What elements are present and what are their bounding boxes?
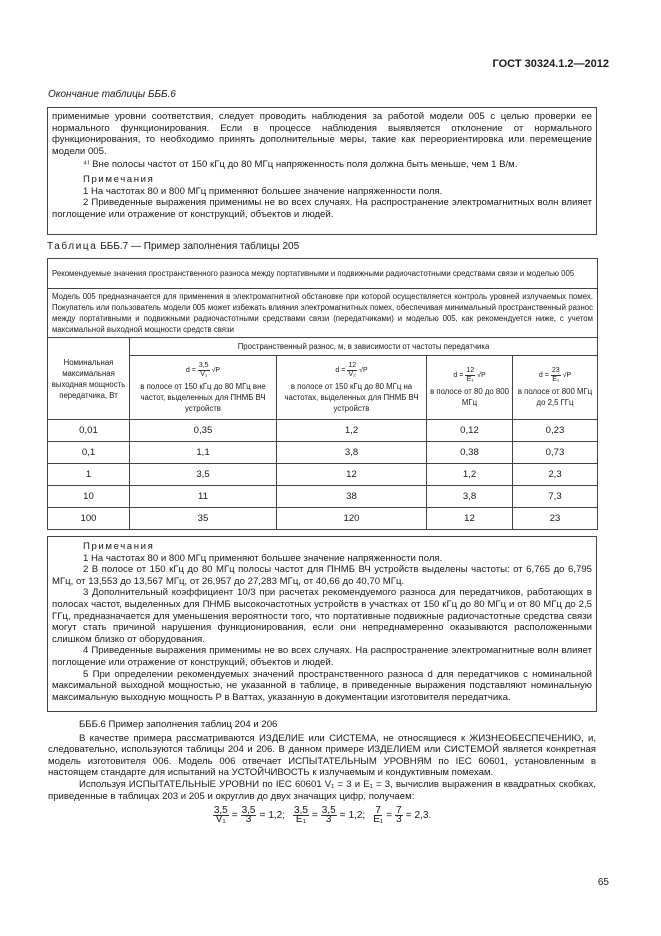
band-header-4: d = $\frac{23}{\text{E₁}}$ √P в полосе от 800 МГц до 2,5 ГГц bbox=[513, 356, 598, 420]
band-header-2: d = $\frac{12}{\text{V₂}}$ √P в полосе от 150 кГц до 80 МГц на частотах, выделенных для ПНМБ ВЧ устройств bbox=[277, 356, 427, 420]
table-6-note-1: 1 На частотах 80 и 800 МГц применяют большее значение напряженности поля. bbox=[83, 185, 443, 197]
formula-2: d = $\frac{12}{\text{V₂}}$ √P bbox=[335, 361, 368, 378]
page-number: 65 bbox=[597, 877, 609, 888]
section-body bbox=[48, 719, 596, 802]
table-7-note-2: 2 В полосе от 150 кГц до 80 МГц полосы частот для ПНМБ ВЧ устройств выделены частоты: от 6,765 до 6,795 МГц, от 13,553 до 13,567 МГц, от 26,957 до 27,283 МГц, от 40,66 до 40,70 МГц. bbox=[52, 564, 592, 587]
power-column-header: Номинальная максимальная выходная мощность передатчика, Вт bbox=[48, 338, 130, 420]
section-paragraph-2: Используя ИСПЫТАТЕЛЬНЫЕ УРОВНИ по IEC 60601 V₁ = 3 и E₁ = 3, вычислив выражения в квадратных скобках, приведенные в таблицах 203 и 205 и округлив до двух значащих цифр, получаем: bbox=[48, 778, 596, 802]
table-6-footnote: ⁴⁾ Вне полосы частот от 150 кГц до 80 МГц напряженность поля должна быть меньше, чем 1 В/м. bbox=[83, 159, 518, 171]
table-row: 1 3,5 12 1,2 2,3 bbox=[48, 464, 598, 486]
table-continuation-label: Окончание таблицы БББ.6 bbox=[48, 89, 176, 100]
formula-1: d = $\frac{3,5}{\text{V₁}}$ √P bbox=[185, 361, 221, 378]
section-paragraph-1: В качестве примера рассматриваются ИЗДЕЛИЕ или СИСТЕМА, не относящиеся к ЖИЗНЕОБЕСПЕЧЕНИЮ, и, следовательно, используются таблицы 204 и 206. В данном примере ИЗДЕЛИЕМ или СИСТЕМОЙ является конкретная модель изготовителя 006. Модель 006 отвечает ИСПЫТАТЕЛЬНЫМ УРОВНЯМ по IEC 60601, установленным в настоящем стандарте для испытаний на УСТОЙЧИВОСТЬ к излучаемым и кондуктивным помехам. bbox=[48, 732, 596, 779]
table-6-paragraph: применимые уровни соответствия, следует проводить наблюдения за работой модели 005 с целью проверки ее нормального функционирования. Если в процессе наблюдения выявляется отклонение от нормального функционирования, то необходимо принять дополнительные меры, такие как переориентировка или перемещение модели 005. bbox=[52, 111, 592, 157]
table-7-intro-1: Рекомендуемые значения пространственного разноса между портативными и подвижными радиочастотными средствами связи и моделью 005 bbox=[48, 259, 598, 289]
table-7-note-1: 1 На частотах 80 и 800 МГц применяют большее значение напряженности поля. bbox=[83, 552, 443, 564]
table-row: 10 11 38 3,8 7,3 bbox=[48, 486, 598, 508]
band-header-3: d = $\frac{12}{\text{E₁}}$ √P в полосе от 80 до 800 МГц bbox=[427, 356, 513, 420]
formula-3: d = $\frac{12}{\text{E₁}}$ √P bbox=[453, 367, 486, 383]
table-7-note-4: 4 Приведенные выражения применимы не во всех случаях. На распространение электромагнитные волн влияет поглощение или отражение от конструкций, объектов и людей. bbox=[52, 645, 592, 668]
result-equations: $\frac{3,5}{\text{V₁}}$ = $\frac{3,5}{3}$ = 1,2; $\frac{3,5}{\text{E₁}}$ = $\frac{3,5}{3}$ = 1,2; $\frac{7}{\text{E₁}}$ = $\frac{7}{3}$ = 2,3. bbox=[213, 805, 432, 825]
table-6-notes-title: Примечания bbox=[83, 173, 155, 185]
table-row: 0,01 0,35 1,2 0,12 0,23 bbox=[48, 420, 598, 442]
table-7-note-5: 5 При определении рекомендуемых значений пространственного разноса d для передатчиков с номинальной максимальной выходной мощностью, не указанной в таблице, в приведенные выражения подставляют номинальную максимальную выходную мощность P в Ваттах, указанную в документации изготовителя передатчика. bbox=[52, 668, 592, 703]
section-heading: БББ.6 Пример заполнения таблиц 204 и 206 bbox=[79, 719, 278, 730]
table-7-notes bbox=[47, 536, 597, 712]
table-7-title: Таблица БББ.7 — Пример заполнения таблицы 205 bbox=[47, 241, 300, 252]
table-7-note-3: 3 Дополнительный коэффициент 10/3 при расчетах рекомендуемого разноса для передатчиков, работающих в полосах частот, выделенных для ПНМБ высокочастотных устройств в участках от 150 кГц до 80 МГц и от 80 МГц до 2,5 ГГц, предназначается для уменьшения вероятности того, что портативные подвижные радиочастотные средства связи могут стать причиной нарушения функционирования, если они непреднамеренно оказываются расположенными слишком близко от оборудования. bbox=[52, 587, 592, 645]
distance-column-header: Пространственный разнос, м, в зависимости от частоты передатчика bbox=[130, 338, 598, 356]
formula-4: d = $\frac{23}{\text{E₁}}$ √P bbox=[538, 367, 572, 383]
table-7-notes-title: Примечания bbox=[83, 541, 155, 552]
table-6-note-2: 2 Приведенные выражения применимы не во всех случаях. На распространение электромагнитных волн влияет поглощение или отражение от конструкций, объектов и людей. bbox=[52, 197, 592, 220]
table-7 bbox=[47, 258, 598, 530]
standard-header: ГОСТ 30324.1.2—2012 bbox=[492, 58, 609, 70]
table-7-intro-2: Модель 005 предназначается для применения в электромагнитной обстановке при которой осуществляется контроль уровней излучаемых помех. Покупатель или пользователь модели 005 может избежать влияния электромагнитных помех, обеспечивая минимальный пространственный разнос между портативными и подвижными радиочастотными средствами связи (передатчиками) и моделью 005, как рекомендуется ниже, с учетом максимальной выходной мощности средств связи bbox=[48, 289, 598, 338]
table-row: 100 35 120 12 23 bbox=[48, 508, 598, 530]
table-6-end-box bbox=[47, 107, 597, 235]
table-row: 0,1 1,1 3,8 0,38 0,73 bbox=[48, 442, 598, 464]
band-header-1: d = $\frac{3,5}{\text{V₁}}$ √P в полосе от 150 кГц до 80 МГц вне частот, выделенных для ПНМБ ВЧ устройств bbox=[130, 356, 277, 420]
